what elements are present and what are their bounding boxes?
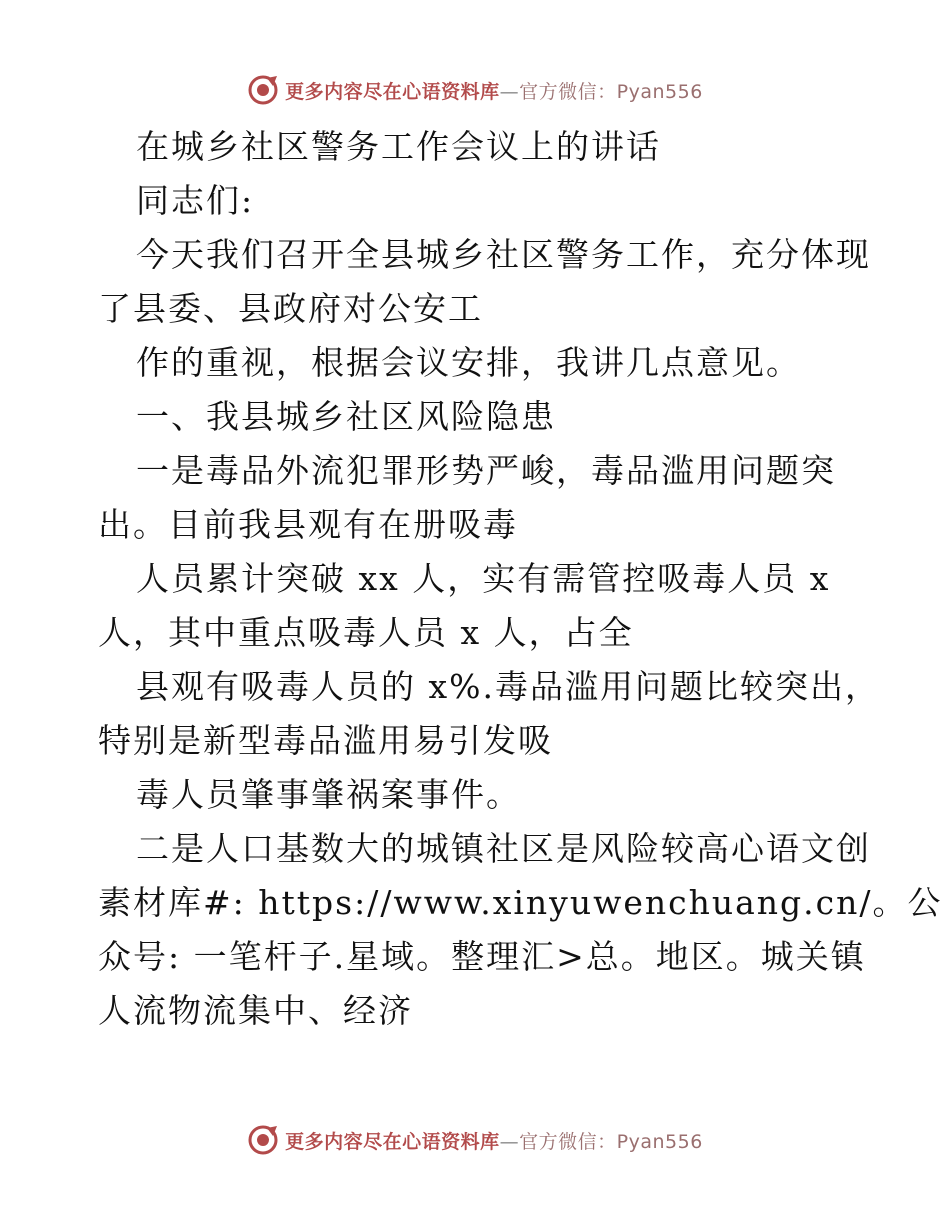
paragraph-line: 二是人口基数大的城镇社区是风险较高心语文创 — [136, 829, 871, 868]
document-title: 在城乡社区警务工作会议上的讲话 — [136, 127, 661, 166]
paragraph-line: 素材库#: https://www.xinyuwenchuang.cn/。公 — [98, 883, 943, 922]
paragraph-line: 特别是新型毒品滥用易引发吸 — [98, 721, 553, 760]
watermark-separator: — — [499, 1130, 520, 1153]
paragraph-line: 一是毒品外流犯罪形势严峻，毒品滥用问题突 — [136, 451, 836, 490]
paragraph-line: 众号: 一笔杆子.星域。整理汇>总。地区。城关镇 — [98, 937, 866, 976]
paragraph-line: 作的重视，根据会议安排，我讲几点意见。 — [136, 343, 801, 382]
paragraph-line: 人员累计突破 xx 人，实有需管控吸毒人员 x — [136, 559, 831, 598]
section-heading: 一、我县城乡社区风险隐患 — [136, 397, 556, 436]
paragraph-line: 县观有吸毒人员的 x%.毒品滥用问题比较突出， — [136, 667, 880, 706]
watermark-wechat: 官方微信：Pyan556 — [519, 80, 703, 103]
watermark-brand: 更多内容尽在心语资料库 — [285, 1130, 500, 1153]
paragraph-line: 毒人员肇事肇祸案事件。 — [136, 775, 521, 814]
paragraph-line: 人，其中重点吸毒人员 x 人，占全 — [98, 613, 634, 652]
paragraph-line: 了县委、县政府对公安工 — [98, 289, 483, 328]
document-body — [98, 120, 943, 1038]
watermark-footer — [0, 1118, 950, 1162]
paragraph-line: 人流物流集中、经济 — [98, 991, 413, 1030]
watermark-text — [285, 77, 703, 104]
paragraph-line: 今天我们召开全县城乡社区警务工作，充分体现 — [136, 235, 871, 274]
watermark-brand: 更多内容尽在心语资料库 — [285, 80, 500, 103]
watermark-text — [285, 1127, 703, 1154]
pen-circle-logo-icon — [247, 1124, 279, 1156]
watermark-separator: — — [499, 80, 520, 103]
paragraph-line: 出。目前我县观有在册吸毒 — [98, 505, 518, 544]
salutation: 同志们: — [136, 181, 255, 220]
pen-circle-logo-icon — [247, 74, 279, 106]
watermark-header — [0, 68, 950, 112]
watermark-wechat: 官方微信：Pyan556 — [519, 1130, 703, 1153]
